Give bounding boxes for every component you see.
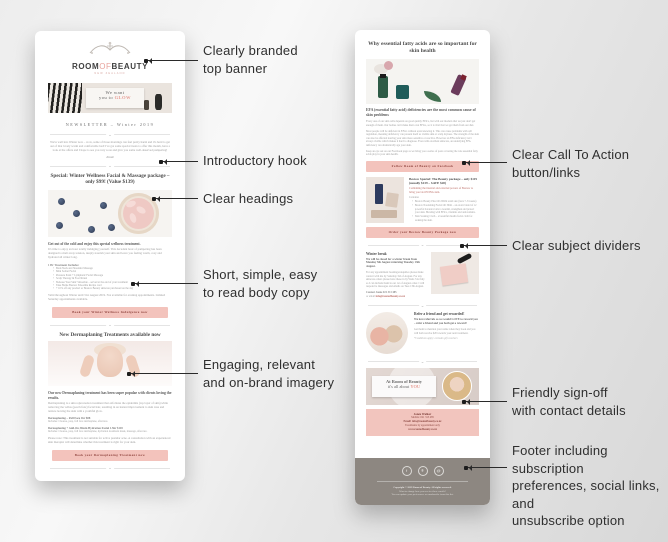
vase-silhouette: [155, 94, 162, 110]
berry-decor: [73, 210, 80, 217]
hero-banner-image: [48, 83, 172, 113]
includes-list: [48, 267, 172, 291]
efa-body-1: Every one of our skin cells depends on good quality EFA's, but with our modern diet we just don't get enough of them. Our bodies can't make their own EFA's, so it is vital that we get them from our diet.: [366, 120, 476, 127]
section-divider: [50, 163, 170, 169]
order-bestow-button[interactable]: Order your Bestow Beauty Package now: [366, 227, 479, 238]
signoff-caption-card: At Room of Beauty it's all about YOU: [372, 376, 436, 397]
section-divider: [50, 322, 170, 328]
bestow-subheading: Combining the internal and external powers of Bestow to bring you GLOWING skin.: [409, 187, 474, 194]
bestow-heading: Bestow Special: The Beauty package – only $119 (usually $139 – SAVE $20): [409, 176, 477, 185]
intro-paragraph: We're well into Winter now – wow, some of those mornings can feel pretty harsh and it's hard to get out of that lovely warm and comfortable bed! I've got some special treats to offer this month, have a look at the offers and I hope to see you very soon and give you some well-deserved pampering!: [49, 140, 171, 152]
annotation-introductory-hook: Introductory hook: [203, 153, 307, 168]
email-newsletter-right: [355, 30, 490, 505]
annotation-connector: [153, 198, 198, 199]
winter-contact-line: Contact Jonée 021 313 485: [366, 291, 397, 295]
berry-decor: [100, 202, 107, 209]
teal-jar-decor: [396, 85, 409, 99]
berry-decor: [56, 222, 63, 229]
bestow-section: [366, 177, 479, 223]
email-newsletter-left: [35, 31, 185, 481]
dermaplaning-heading: New Dermaplaning Treatments available now: [59, 331, 161, 338]
facebook-icon[interactable]: f: [402, 466, 412, 476]
list-item: • 'Release Your Skin' Smoothie – served at the end of your treatment: [53, 281, 172, 284]
list-item: • Skin Soaking Cloth – a beautiful muslin facial cloth for soaking the skin.: [412, 215, 479, 222]
annotation-connector: [145, 60, 198, 61]
unsubscribe-links-line[interactable]: You can update your preferences or unsubscribe from this list.: [391, 493, 454, 496]
annotation-connector: [128, 373, 198, 374]
refer-friend-section: [366, 312, 479, 354]
intro-signature: Jonée: [106, 154, 114, 159]
price-detail: Includes: Cleanse, prep, full face dermaplane, aftercare.: [48, 420, 108, 424]
annotation-connector: [160, 161, 198, 162]
you-accent-text: YOU: [410, 384, 421, 390]
glow-accent-text: GLOW: [114, 95, 131, 100]
flourish-icon: [87, 41, 133, 56]
price-title: Dermaplaning + Add-On 30min Hydration Facial 1.5hr $118: [48, 425, 123, 430]
copyright-line: Copyright © 2019 Room of Beauty. All rights reserved.: [393, 486, 452, 489]
winter-break-photo: [431, 252, 479, 294]
friends-photo: [366, 312, 408, 354]
annotation-connector: [463, 162, 507, 163]
book-dermaplaning-button[interactable]: Book your Dermaplaning Treatment now: [52, 450, 169, 461]
efa-body-3: Keep an eye out on our Facebook page as we bring you a series of posts covering the role essential fatty acids play in your skin health.: [366, 149, 478, 157]
striped-decor: [48, 83, 82, 113]
efa-subheading: EFA (essential fatty acid) deficiencies are the most common cause of skin problems: [366, 108, 476, 117]
contact-mobile: Mobile: 021 313 485: [411, 416, 434, 420]
annotation-connector: [463, 401, 507, 402]
special-subheading: Get out of the cold and enjoy this special wellness treatment.: [48, 241, 141, 246]
list-item: • Scalp Therapy & Foot Ritual: [53, 277, 172, 280]
winter-break-subheading: We will be closed for a winter break from Monday 5th August returning Tuesday 13th August.: [366, 256, 420, 268]
refer-conditions-note: *Conditions apply: excludes gift vouchers: [414, 337, 458, 341]
berry-decor: [88, 226, 95, 233]
winter-contact-email-link[interactable]: info@roomofbeauty.co.nz: [375, 294, 406, 298]
annotation-imagery: Engaging, relevant and on-brand imagery: [203, 357, 335, 390]
vase-silhouette: [144, 100, 149, 110]
divider-chevron-icon: ⌄: [420, 242, 425, 248]
annotation-call-to-action: Clear Call To Action button/links: [512, 147, 630, 180]
brand-logo-text: ROOMOFBEAUTY: [71, 62, 149, 71]
owner-portrait-photo: [442, 371, 472, 401]
annotation-connector: [461, 245, 507, 246]
website-icon[interactable]: @: [434, 466, 444, 476]
skincare-products-photo: [366, 59, 479, 104]
annotation-clear-headings: Clear headings: [203, 191, 294, 206]
special-terms-note: Valid throughout Winter until 31st August 2019. Not available for evening appointments. Limited Saturday appointments available.: [48, 292, 166, 301]
divider-chevron-icon: ⌄: [108, 322, 112, 328]
section-divider: [50, 131, 170, 137]
list-item: • + 10% off any product or Bestow Beauty skincare purchased on the day: [53, 287, 172, 290]
section-divider: [368, 358, 477, 364]
bestow-product-photo: [366, 177, 404, 223]
contact-website-link[interactable]: www.roomofbeauty.co.nz: [408, 427, 437, 431]
pink-card-decor: [440, 263, 468, 285]
winter-break-heading: Winter break: [366, 251, 387, 256]
efa-heading: Why essential fatty acids are so important for skin health: [368, 41, 477, 54]
divider-chevron-icon: ⌄: [108, 163, 112, 169]
winter-break-body: For any appointment bookings/enquiries please make contact with me by Saturday 3rd of August. For any skincare orders please have these in by Weds 31st July so I can include them in our 1st of August order. I will respond to messages and emails on Tues 13th August.: [366, 271, 425, 289]
green-bottle-decor: [378, 76, 388, 98]
annotation-subject-dividers: Clear subject dividers: [512, 238, 641, 253]
section-divider: [368, 302, 477, 308]
list-item: • Bestow Nourishing Facial Oil 30ml – an exotic blend of 12 powerful botanical oils to nourish, strengthen and protect your skin. Bursting with EFA's, vitamins and antioxidants.: [412, 204, 479, 214]
brush-decor: [457, 252, 473, 263]
divider-chevron-icon: ⌄: [420, 302, 425, 308]
list-item: • Back Neck and Shoulder Massage: [53, 267, 172, 270]
facebook-follow-button[interactable]: Follow Room of Beauty on Facebook: [366, 161, 479, 172]
banner-caption-card: We want you to GLOW: [86, 88, 144, 108]
berry-decor: [58, 198, 65, 205]
list-item: • Mini Sorbet Facial: [53, 270, 172, 273]
preferences-question-line: Want to change how you receive these emails?: [399, 489, 446, 493]
list-item: • Bestow Beauty Plus Oil 200ml retail size (lasts 7–8 weeks): [412, 200, 479, 203]
berry-decor: [108, 224, 115, 231]
dermaplaning-body: Dermaplaning is a skin rejuvenation treatment that exfoliates the epidermis (top layer of skin) while removing the vellus (peach fuzz) facial hair, resulting in an instant improvement to skin tone and texture leaving the skin with a youthful glow.: [48, 401, 168, 413]
dermaplaning-photo: [48, 341, 172, 386]
divider-chevron-icon: ⌄: [108, 131, 112, 137]
divider-chevron-icon: ⌄: [420, 358, 425, 364]
price-detail: Includes: Cleanse, prep, full face dermaplane, hydration treatment mask, massage, aftercare.: [48, 430, 148, 434]
contact-email-link[interactable]: Email: info@roomofbeauty.co.nz: [403, 420, 442, 424]
annotation-branded-banner: Clearly branded top banner: [203, 43, 298, 76]
annotation-connector: [132, 283, 198, 284]
section-divider: [50, 465, 170, 471]
price-title: Dermaplaning – Full Face 1hr $88: [48, 415, 91, 420]
contact-appointments-note: Treatments by appointment only: [405, 424, 440, 427]
list-item: • Take Home Bestow Smoothie Recipe card: [53, 284, 172, 287]
winter-break-section: Winter break We will be closed for a winter break from Monday 5th August returning Tuesday 13th August. For any appointment bookings/enquiries please make contact with me by Saturday 3rd of August. For any skincare orders please have these in by Weds 31st July so I can include them in our 1st of August order. I will respond to messages and emails on Tues 13th August. Contact Jonée 021 313 485 or email info@roomofbeauty.co.nz: [366, 252, 479, 299]
contact-details-block: [366, 409, 479, 435]
includes-title: 1 Hr Treatment Includes:: [48, 263, 80, 268]
special-body: It's time to enjoy an hour totally indulging yourself. This decadent hour of pampering has been designed to melt away tension, deeply nourish your skin and leave you feeling warm, cosy and hydrated all winter long.: [48, 247, 162, 260]
pink-lid-decor: [384, 61, 393, 70]
refer-subheading: We love referrals so we would LOVE to reward you – refer a friend and you both get a reward!: [414, 317, 478, 325]
brand-tagline: NEW ZEALAND: [94, 72, 126, 75]
refer-heading: Refer a friend and get rewarded!: [414, 312, 465, 317]
dermaplaning-subheading: Our new Dermaplaning treatment has been super popular with clients loving the results.: [48, 391, 172, 400]
footer-divider: [377, 481, 468, 482]
refer-body: Get them to mention your name when they book and you will both receive $20 towards your next treatment.: [414, 328, 476, 335]
annotation-connector: [465, 467, 507, 468]
efa-body-2: Most people will be deficient in EFA's without even knowing it. This can cause problems with cell regulation, meaning deficiency can present itself as visible skin or scalp dryness. The strength of the skin can also be affected leaving your skin more sensitive or reactive. However an EFA deficiency isn't always visible which makes it hard to diagnose. Even with excellent skincare, an underlying EFA deficiency can dramatically age your skin.: [366, 129, 479, 147]
contact-name: Jonée Walker: [413, 412, 432, 417]
special-offer-heading: Special: Winter Wellness Facial & Massage package – only $99! (Value $139): [50, 172, 170, 186]
instagram-icon[interactable]: ⌾: [418, 466, 428, 476]
newsletter-issue-label: NEWSLETTER – Winter 2019: [65, 122, 155, 127]
annotation-footer: Footer including subscription preferences, social links, and unsubscribe option: [512, 443, 660, 528]
dermaplaning-note: Please note: This treatment is not suitable for active pustular acne. A consultation with an experienced skin therapist will determine whether this treatment is right for your skin.: [48, 435, 171, 444]
brand-header: [48, 41, 172, 75]
leaf-decor: [424, 91, 441, 102]
list-item: • Pressure Point + Lymphatic Facial Massage: [53, 274, 172, 277]
book-winter-wellness-button[interactable]: Book your Winter Wellness Indulgence now: [52, 307, 169, 318]
annotation-friendly-signoff: Friendly sign-off with contact details: [512, 385, 626, 418]
bestow-contains-label: Contains:: [409, 196, 420, 200]
brand-of: OF: [99, 62, 112, 71]
divider-chevron-icon: ⌄: [108, 465, 112, 471]
annotation-body-copy: Short, simple, easy to read body copy: [203, 267, 318, 300]
